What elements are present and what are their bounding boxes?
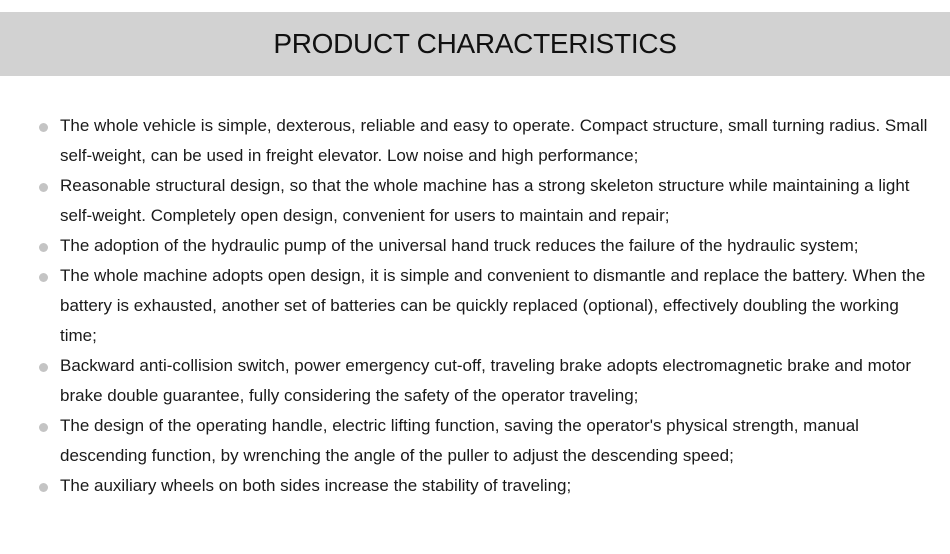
feature-text: Backward anti-collision switch, power emergency cut-off, traveling brake adopts electromagnetic brake and motor brake double guarantee, fully considering the safety of the operator traveling; (60, 356, 912, 405)
list-item (0, 471, 950, 501)
feature-text: The auxiliary wheels on both sides increase the stability of traveling; (60, 476, 572, 495)
list-item (0, 231, 950, 261)
bullet-icon (39, 363, 48, 372)
feature-text: The design of the operating handle, electric lifting function, saving the operator's physical strength, manual descending function, by wrenching the angle of the puller to adjust the descending speed; (60, 416, 859, 465)
feature-text: The adoption of the hydraulic pump of the universal hand truck reduces the failure of the hydraulic system; (60, 236, 859, 255)
feature-text: The whole vehicle is simple, dexterous, reliable and easy to operate. Compact structure, small turning radius. Small self-weight, can be used in freight elevator. Low noise and high performance; (60, 116, 928, 165)
bullet-icon (39, 423, 48, 432)
list-item (0, 111, 950, 171)
list-item (0, 261, 950, 351)
feature-text: Reasonable structural design, so that the whole machine has a strong skeleton structure while maintaining a light self-weight. Completely open design, convenient for users to maintain and repair; (60, 176, 910, 225)
feature-text: The whole machine adopts open design, it is simple and convenient to dismantle and replace the battery. When the battery is exhausted, another set of batteries can be quickly replaced (optional), effectively doubling the working time; (60, 266, 926, 345)
bullet-icon (39, 483, 48, 492)
bullet-icon (39, 183, 48, 192)
list-item (0, 351, 950, 411)
list-item (0, 411, 950, 471)
bullet-icon (39, 273, 48, 282)
feature-list (0, 111, 950, 501)
bullet-icon (39, 123, 48, 132)
list-item (0, 171, 950, 231)
page-title: PRODUCT CHARACTERISTICS (273, 28, 677, 59)
bullet-icon (39, 243, 48, 252)
section-header (0, 12, 950, 76)
